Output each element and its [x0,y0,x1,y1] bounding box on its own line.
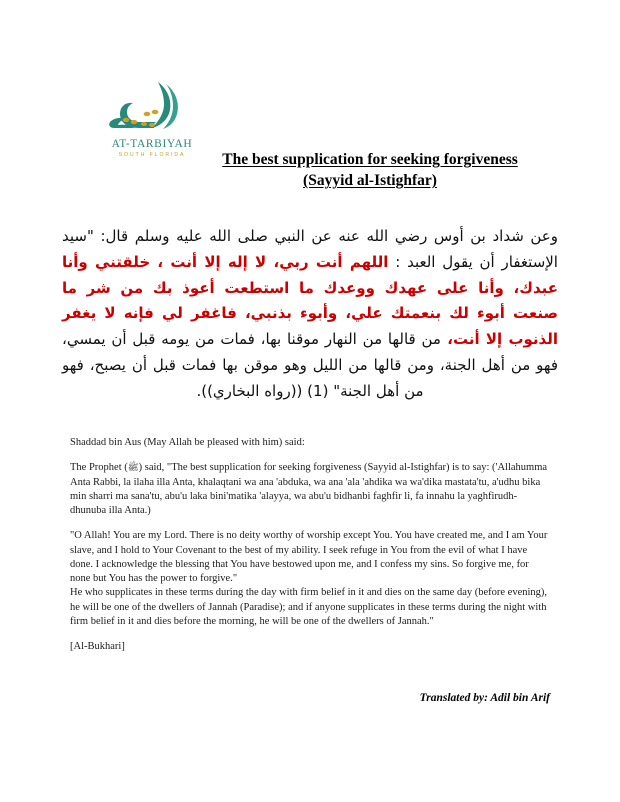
prophet-salutation-symbol: ﷺ [127,463,139,474]
prophet-intro-before: The Prophet ( [70,462,128,474]
arabic-hadith-text [62,224,558,405]
transliteration-paragraph [70,461,550,518]
page-title [168,150,572,191]
source-reference: [Al-Bukhari] [70,641,125,653]
prophet-intro-after: ) said, "The best supplication for seeking forgiveness (Sayyid al-Istighfar) is to say: ('Allahumma Anta Rabbi, la ilaha illa Anta, khalaqtani wa ana 'abduka, wa ana 'ala 'ahdika wa wa'dika mastata'tu, a'udhu bika min sharri ma sana'tu, abu'u laka bini'matika 'alayya, wa abu'u bidhanbi faghfir li, fa innahu la yaghfirudh-dhunuba illa Anta.) [70,462,548,517]
translator-credit: Translated by: Adil bin Arif [419,692,550,704]
arabic-outro: من قالها من النهار موقنا بها، فمات من يومه قبل أن يمسي، فهو من أهل الجنة، ومن قالها من الليل وهو موقن بها فمات قبل أن يصبح، فهو من أهل الجنة" (1) ((رواه البخاري)). [62,330,558,400]
arabic-calligraphy-logo-icon [96,78,208,138]
continuation-paragraph: He who supplicates in these terms during the day with firm belief in it and dies on the same day (before evening), he will be one of the dwellers of Jannah (Paradise); and if anyone supplicates in these terms during the night with firm belief in it and dies before the morning, he will be one of the dwellers of Jannah." [70,587,548,627]
translation-paragraph: "O Allah! You are my Lord. There is no deity worthy of worship except You. You have created me, and I am Your slave, and I hold to Your Covenant to the best of my ability. I seek refuge in You from the evil of what I have done. I acknowledge the blessing that You have bestowed upon me, and I confess my sins. So forgive me, for none but You has the power to forgive." [70,530,548,585]
page-title-line-1: The best supplication for seeking forgiveness [222,151,518,168]
arabic-supplication: اللهم أنت ربي، لا إله إلا أنت ، خلقتني وأنا عبدك، وأنا على عهدك ووعدك ما استطعت أعوذ بك من شر ما صنعت أبوء لك بنعمتك علي، وأبوء بذنبي، فاغفر لي فإنه لا يغفر الذنوب إلا أنت، [62,252,558,349]
logo-subtitle: SOUTH FLORIDA [118,151,186,158]
narrator-line: Shaddad bin Aus (May Allah be pleased with him) said: [70,437,305,448]
arabic-intro: وعن شداد بن أوس رضي الله عنه عن النبي صلى الله عليه وسلم قال: "سيد الإستغفار أن يقول العبد : [62,227,558,271]
english-body [70,436,550,665]
organization-logo [96,78,208,160]
logo-wordmark: AT-TARBIYAH [111,138,193,150]
page-title-line-2: (Sayyid al-Istighfar) [303,172,437,190]
document-header [0,70,620,190]
